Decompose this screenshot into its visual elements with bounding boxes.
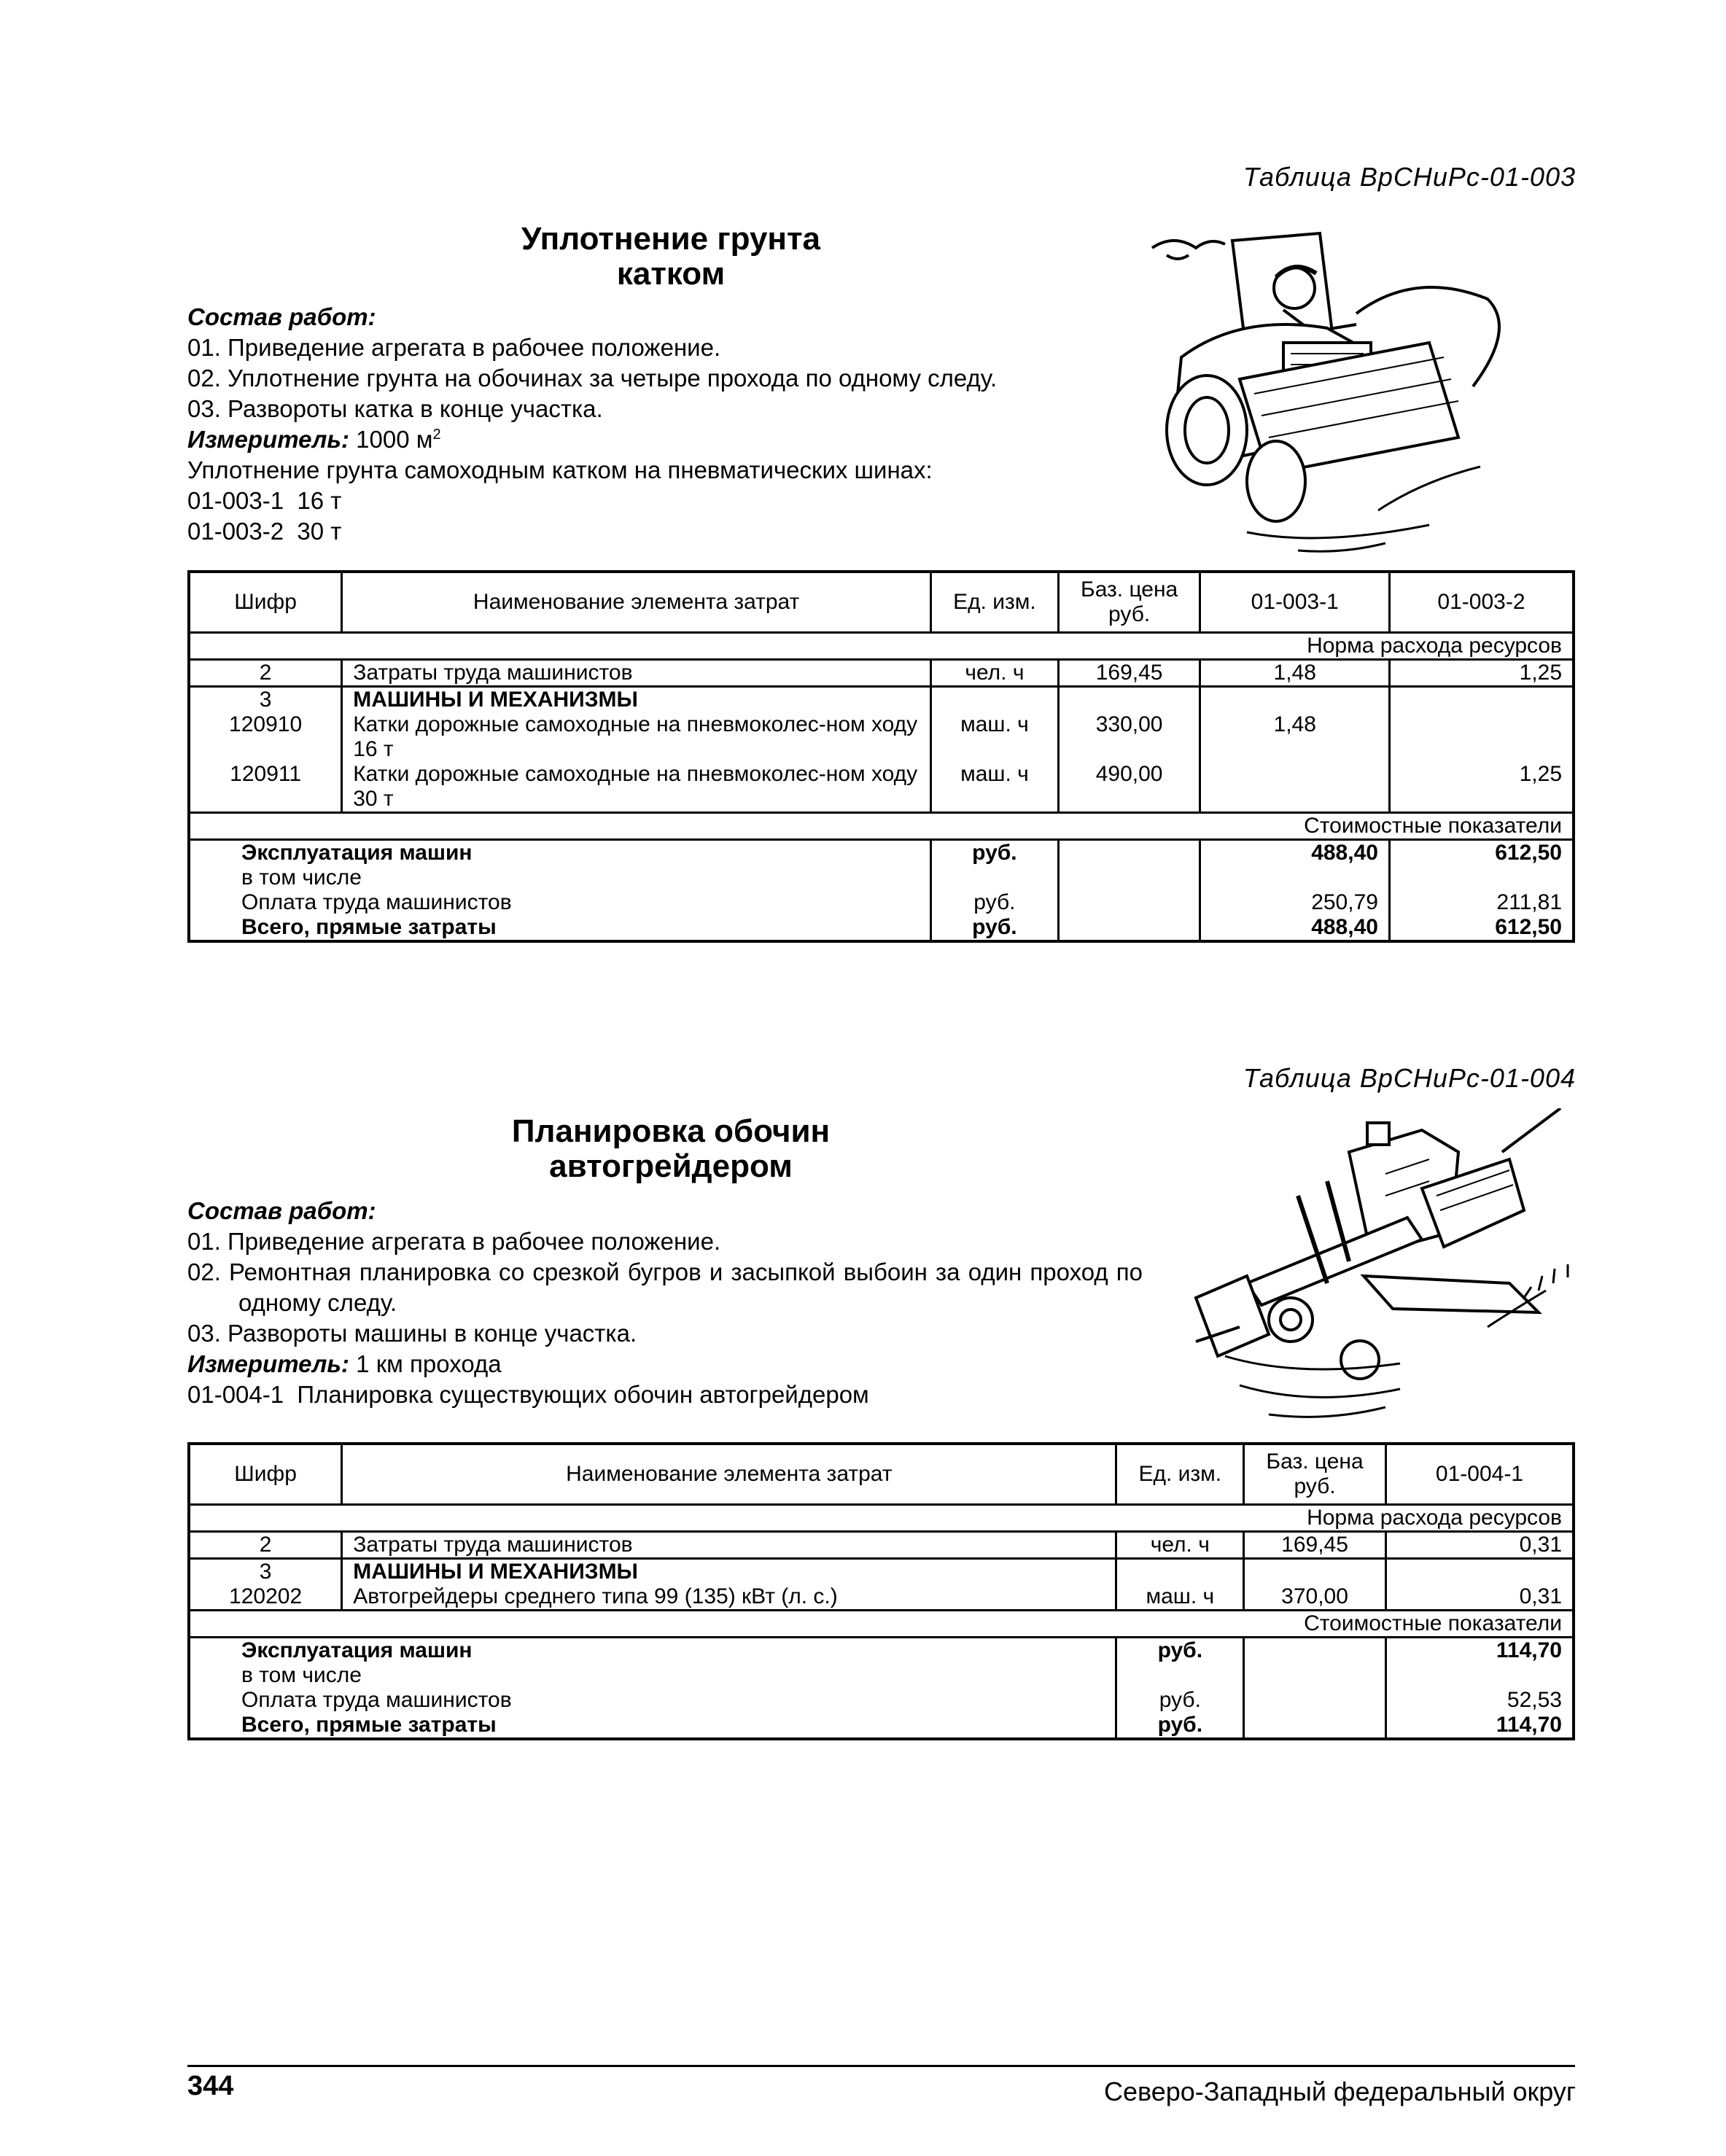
- cell-name: Затраты труда машинистов: [342, 1532, 1116, 1559]
- cell-unit: чел. ч: [1116, 1532, 1244, 1559]
- page-number: 344: [187, 2071, 234, 2101]
- cost-name: Оплата труда машинистов: [189, 890, 931, 915]
- cost-value: 52,53: [1385, 1688, 1574, 1713]
- section-label: Стоимостные показатели: [189, 1611, 1574, 1638]
- column-header: Наименование элемента затрат: [342, 1444, 1116, 1505]
- cell-code: 120910: [189, 712, 342, 762]
- table-row: [189, 687, 1574, 713]
- cost-name: в том числе: [189, 865, 931, 890]
- section-row: [189, 1611, 1574, 1638]
- work-step: 03. Развороты машины в конце участка.: [187, 1320, 637, 1347]
- table-header-row: [189, 1444, 1574, 1505]
- resource-table: [187, 1442, 1575, 1740]
- section-label: Стоимостные показатели: [189, 813, 1574, 840]
- cost-value: 114,70: [1385, 1638, 1574, 1664]
- cell-price: 330,00: [1058, 712, 1200, 762]
- cost-value: 211,81: [1389, 890, 1574, 915]
- cell-name: МАШИНЫ И МЕХАНИЗМЫ: [342, 1559, 1116, 1585]
- cell-price: 169,45: [1058, 660, 1200, 687]
- measure-value: 1 км прохода: [356, 1350, 502, 1377]
- motor-grader-illustration: [1181, 1108, 1590, 1429]
- cost-value: 612,50: [1389, 915, 1574, 941]
- variant: 01-003-2 30 т: [187, 518, 342, 545]
- work-step: 02. Уплотнение грунта на обочинах за четыре прохода по одному следу.: [187, 365, 998, 392]
- cost-unit: руб.: [931, 840, 1059, 866]
- column-header: Шифр: [189, 572, 342, 633]
- cost-row: [189, 1638, 1574, 1664]
- measure-label: Измеритель:: [187, 426, 349, 453]
- measure-superscript: 2: [432, 427, 441, 443]
- cell-code: 2: [189, 1532, 342, 1559]
- title-line: Планировка обочин: [511, 1113, 831, 1149]
- cell-name: Катки дорожные самоходные на пневмоколес-ном ходу 30 т: [342, 762, 931, 813]
- work-step: 01. Приведение агрегата в рабочее положение.: [187, 334, 721, 361]
- cell-value: [1200, 762, 1389, 813]
- column-header: Баз. цена руб.: [1244, 1444, 1386, 1505]
- cost-row: [189, 890, 1574, 915]
- table-row: [189, 660, 1574, 687]
- column-header: Ед. изм.: [1116, 1444, 1244, 1505]
- cell-value: [1389, 712, 1574, 762]
- table-header-row: [189, 572, 1574, 633]
- cost-name: Эксплуатация машин: [189, 840, 931, 866]
- work-composition: [187, 1196, 1143, 1410]
- cell-price: 490,00: [1058, 762, 1200, 813]
- cell-price: 169,45: [1244, 1532, 1386, 1559]
- cell-name: Катки дорожные самоходные на пневмоколес-ном ходу 16 т: [342, 712, 931, 762]
- cost-unit: руб.: [1116, 1713, 1244, 1739]
- cell-unit: маш. ч: [931, 762, 1059, 813]
- cost-name: Оплата труда машинистов: [189, 1688, 1116, 1713]
- work-composition: [187, 302, 1135, 547]
- composition-heading: Состав работ:: [187, 303, 376, 330]
- title-line: катком: [616, 256, 726, 292]
- cost-unit: руб.: [931, 915, 1059, 941]
- cell-value: 1,48: [1200, 660, 1389, 687]
- cell-code: 120202: [189, 1584, 342, 1611]
- cell-code: 3: [189, 687, 342, 713]
- section-row: [189, 633, 1574, 660]
- cell-value: 0,31: [1385, 1532, 1574, 1559]
- cost-value: 612,50: [1389, 840, 1574, 866]
- cell-code: 120911: [189, 762, 342, 813]
- cell-code: 3: [189, 1559, 342, 1585]
- column-header: 01-004-1: [1385, 1444, 1574, 1505]
- table-row: [189, 762, 1574, 813]
- work-step: 02. Ремонтная планировка со срезкой бугров и засыпкой выбоин за один проход по одному следу.: [187, 1258, 1143, 1316]
- cost-row: [189, 1663, 1574, 1688]
- roller-compactor-illustration: [1138, 219, 1517, 561]
- work-step: 03. Развороты катка в конце участка.: [187, 395, 603, 422]
- cost-value: 488,40: [1200, 915, 1389, 941]
- cost-name: Всего, прямые затраты: [189, 1713, 1116, 1739]
- cost-row: [189, 865, 1574, 890]
- cell-value: 1,25: [1389, 660, 1574, 687]
- variant: 01-003-1 16 т: [187, 487, 342, 514]
- table-row: [189, 1584, 1574, 1611]
- cost-unit: руб.: [1116, 1688, 1244, 1713]
- section-title: [438, 1114, 904, 1184]
- description: 01-004-1 Планировка существующих обочин автогрейдером: [187, 1381, 869, 1408]
- cell-price: 370,00: [1244, 1584, 1386, 1611]
- work-step: 01. Приведение агрегата в рабочее положение.: [187, 1228, 721, 1255]
- resource-table: [187, 570, 1575, 943]
- measure-line: [187, 1349, 1143, 1379]
- column-header: 01-003-2: [1389, 572, 1574, 633]
- cost-value: 250,79: [1200, 890, 1389, 915]
- section-row: [189, 813, 1574, 840]
- cost-row: [189, 840, 1574, 866]
- cost-name: Эксплуатация машин: [189, 1638, 1116, 1664]
- cell-unit: маш. ч: [931, 712, 1059, 762]
- cost-unit: руб.: [931, 890, 1059, 915]
- section-row: [189, 1505, 1574, 1532]
- cell-name: Автогрейдеры среднего типа 99 (135) кВт (л. с.): [342, 1584, 1116, 1611]
- cost-value: 488,40: [1200, 840, 1389, 866]
- cost-unit: руб.: [1116, 1638, 1244, 1664]
- footer-district: Северо-Западный федеральный округ: [1103, 2077, 1576, 2106]
- cell-value: 0,31: [1385, 1584, 1574, 1611]
- composition-heading: Состав работ:: [187, 1197, 376, 1224]
- column-header: Баз. цена руб.: [1058, 572, 1200, 633]
- measure-line: [187, 424, 1135, 455]
- cost-value: 114,70: [1385, 1713, 1574, 1739]
- cell-unit: маш. ч: [1116, 1584, 1244, 1611]
- cell-name: Затраты труда машинистов: [342, 660, 931, 687]
- cell-unit: чел. ч: [931, 660, 1059, 687]
- cost-name: в том числе: [189, 1663, 1116, 1688]
- title-line: автогрейдером: [549, 1148, 793, 1184]
- section-title: [438, 222, 904, 292]
- section-label: Норма расхода ресурсов: [189, 1505, 1574, 1532]
- description: Уплотнение грунта самоходным катком на пневматических шинах:: [187, 456, 933, 483]
- cell-value: 1,25: [1389, 762, 1574, 813]
- table-row: [189, 1559, 1574, 1585]
- measure-label: Измеритель:: [187, 1350, 349, 1377]
- cell-code: 2: [189, 660, 342, 687]
- measure-value: 1000 м: [356, 426, 433, 453]
- column-header: Ед. изм.: [931, 572, 1059, 633]
- cost-row: [189, 915, 1574, 941]
- column-header: 01-003-1: [1200, 572, 1389, 633]
- cost-row: [189, 1713, 1574, 1739]
- title-line: Уплотнение грунта: [521, 221, 821, 257]
- cost-name: Всего, прямые затраты: [189, 915, 931, 941]
- cell-value: 1,48: [1200, 712, 1389, 762]
- footer-rule: [187, 2065, 1575, 2067]
- column-header: Шифр: [189, 1444, 342, 1505]
- column-header: Наименование элемента затрат: [342, 572, 931, 633]
- cell-name: МАШИНЫ И МЕХАНИЗМЫ: [342, 687, 931, 713]
- table-row: [189, 712, 1574, 762]
- cost-row: [189, 1688, 1574, 1713]
- section-label: Норма расхода ресурсов: [189, 633, 1574, 660]
- table-row: [189, 1532, 1574, 1559]
- table-reference: Таблица ВрСНиРс-01-004: [1243, 1063, 1576, 1093]
- table-reference: Таблица ВрСНиРс-01-003: [1243, 162, 1576, 192]
